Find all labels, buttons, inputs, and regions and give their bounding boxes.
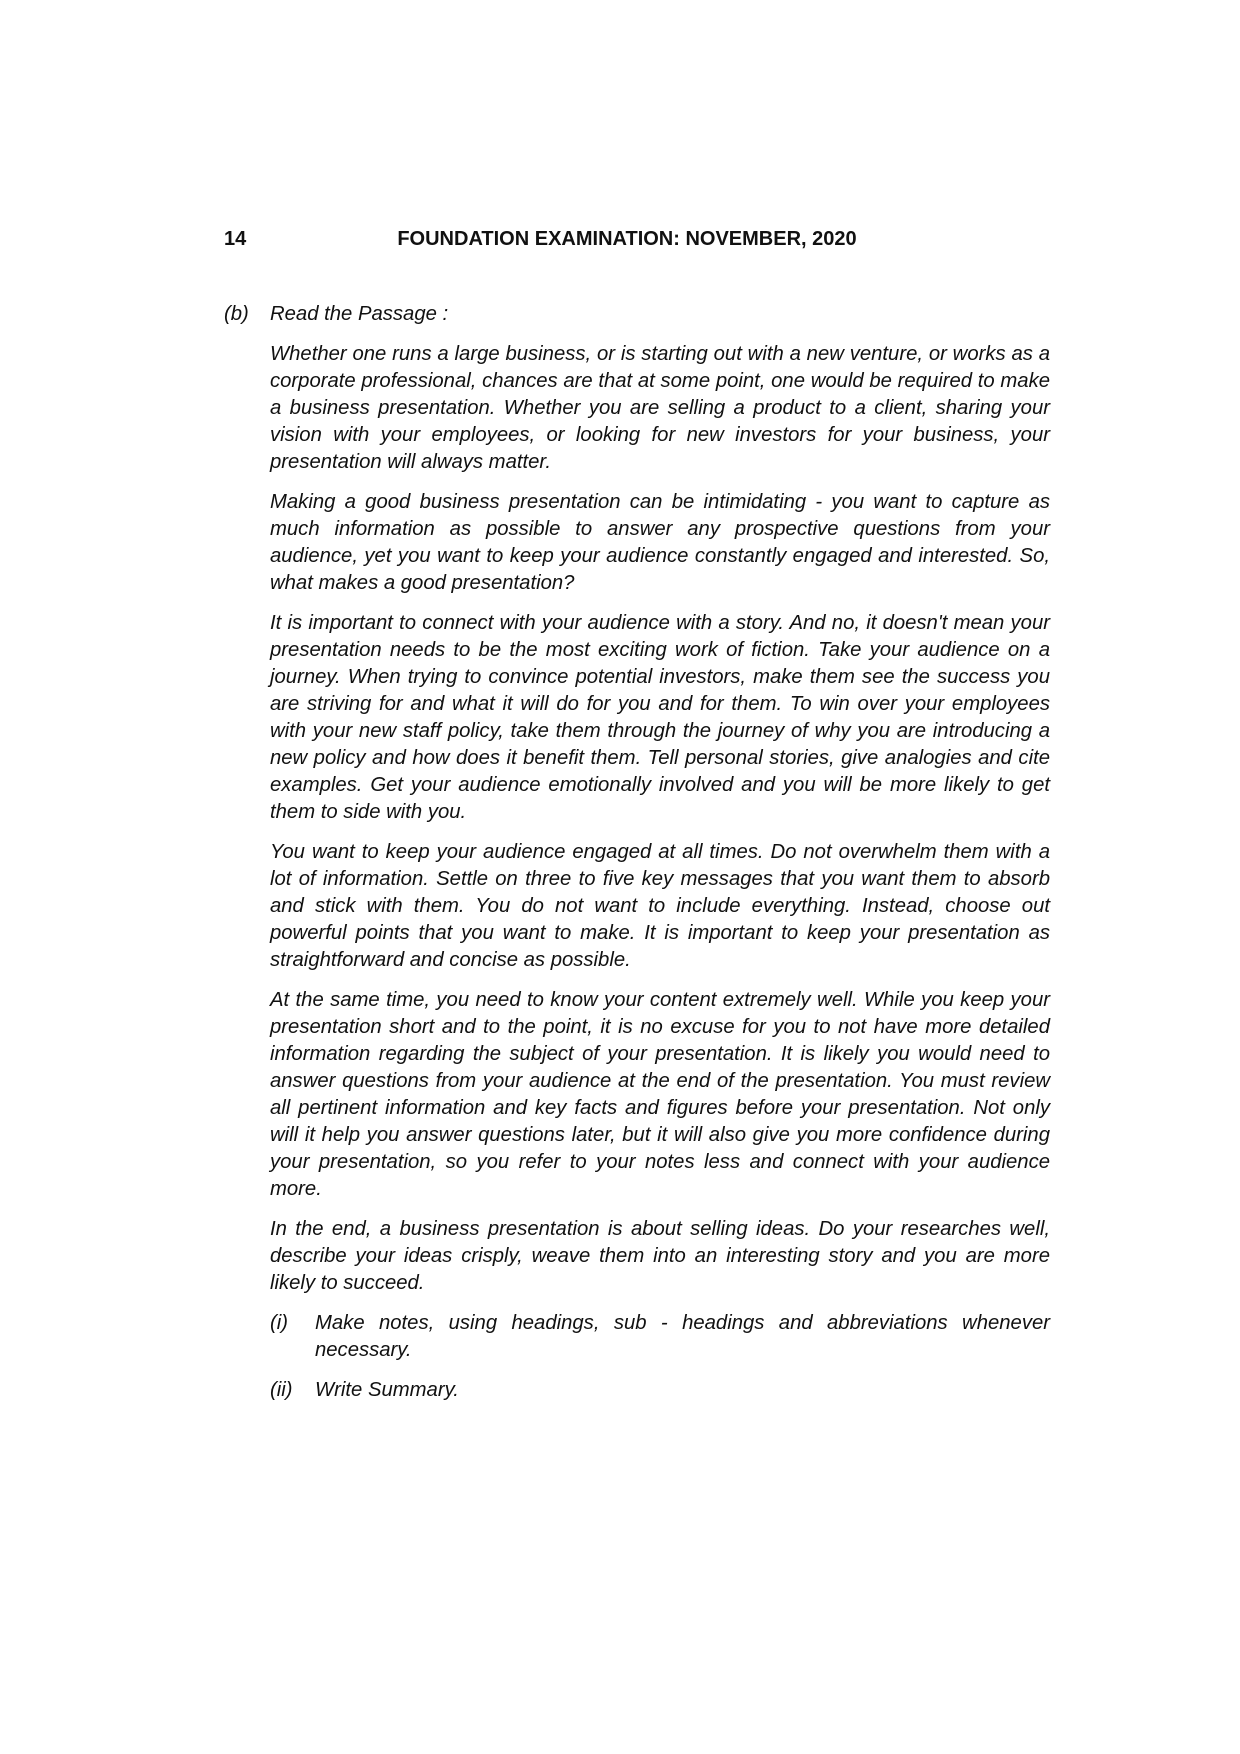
passage-paragraph: In the end, a business presentation is about selling ideas. Do your researches well, describe your ideas crisply, weave them into an interesting story and you are more likely to succeed. bbox=[270, 1218, 1050, 1294]
page-title: FOUNDATION EXAMINATION: NOVEMBER, 2020 bbox=[397, 228, 857, 250]
passage-paragraph: Making a good business presentation can be intimidating - you want to capture as much information as possible to answer any prospective questions from your audience, yet you want to keep your audience constantly engaged and interested. So, what makes a good presentation? bbox=[270, 491, 1050, 594]
question-b bbox=[224, 301, 1050, 1417]
task-item bbox=[270, 1377, 1050, 1404]
task-item bbox=[270, 1310, 1050, 1364]
task-label: (ii) bbox=[270, 1379, 293, 1401]
passage bbox=[270, 341, 1050, 1297]
task-text: Write Summary. bbox=[315, 1379, 459, 1401]
task-list bbox=[270, 1310, 1050, 1404]
passage-paragraph: At the same time, you need to know your content extremely well. While you keep your presentation short and to the point, it is no excuse for you to not have more detailed information regarding the subject of your presentation. It is likely you would need to answer questions from your audience at the end of the presentation. You must review all pertinent information and key facts and figures before your presentation. Not only will it help you answer questions later, but it will also give you more confidence during your presentation, so you refer to your notes less and connect with your audience more. bbox=[270, 989, 1050, 1200]
question-label: (b) bbox=[224, 303, 249, 325]
question-heading bbox=[224, 301, 1050, 328]
question-title: Read the Passage : bbox=[270, 303, 449, 325]
page-number: 14 bbox=[224, 228, 247, 250]
passage-paragraph: It is important to connect with your audience with a story. And no, it doesn't mean your presentation needs to be the most exciting work of fiction. Take your audience on a journey. When trying to convince potential investors, make them see the success you are striving for and what it will do for you and for them. To win over your employees with your new staff policy, take them through the journey of why you are introducing a new policy and how does it benefit them. Tell personal stories, give analogies and cite examples. Get your audience emotionally involved and you will be more likely to get them to side with you. bbox=[270, 612, 1050, 823]
task-label: (i) bbox=[270, 1312, 289, 1334]
passage-paragraph: You want to keep your audience engaged at all times. Do not overwhelm them with a lot of information. Settle on three to five key messages that you want them to absorb and stick with them. You do not want to include everything. Instead, choose out powerful points that you want to make. It is important to keep your presentation as straightforward and concise as possible. bbox=[270, 841, 1050, 971]
passage-paragraph: Whether one runs a large business, or is starting out with a new venture, or works as a corporate professional, chances are that at some point, one would be required to make a business presentation. Whether you are selling a product to a client, sharing your vision with your employees, or looking for new investors for your business, your presentation will always matter. bbox=[270, 343, 1050, 473]
task-text: Make notes, using headings, sub - headings and abbreviations whenever necessary. bbox=[315, 1312, 1050, 1361]
